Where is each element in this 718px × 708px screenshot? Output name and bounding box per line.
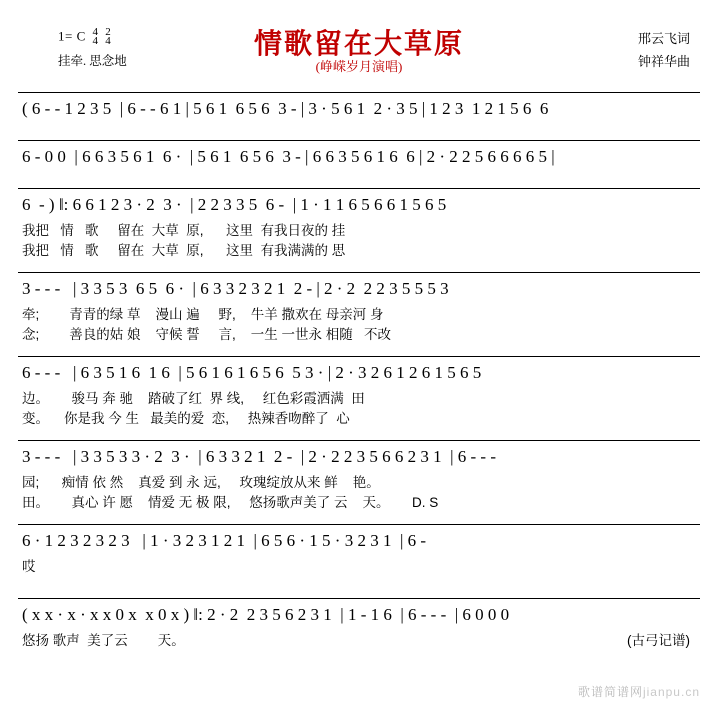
system-4-lyrics-verse1: 牵; 青青的绿 草 漫山 遍 野, 牛羊 撒欢在 母亲河 身 bbox=[22, 307, 384, 322]
staff-line bbox=[18, 524, 700, 525]
system-5-notes: 6 - - - | 6 3 5 1 6 1 6 | 5 6 1 6 1 6 5 6 5 3 · | 2 · 3 2 6 1 2 6 1 5 6 5 bbox=[22, 363, 482, 382]
system-3-lyrics-verse2: 我把 情 歌 留在 大草 原, 这里 有我满满的 思 bbox=[22, 243, 346, 258]
performer-subtitle: (峥嵘岁月演唱) bbox=[315, 59, 403, 74]
time-signature-1-numerator: 4 bbox=[92, 26, 99, 38]
staff-line bbox=[18, 440, 700, 441]
system-7-lyrics-verse1: 哎 bbox=[22, 559, 36, 574]
composer-credit: 钟祥华曲 bbox=[637, 54, 690, 69]
key-signature-text: 1= C bbox=[58, 28, 86, 44]
system-4-lyrics-verse2: 念; 善良的姑 娘 守候 誓 言, 一生 一世永 相随 不改 bbox=[22, 327, 392, 342]
system-6-lyrics-verse1: 园; 痴情 依 然 真爱 到 永 远, 玫瑰绽放从来 鲜 艳。 bbox=[22, 475, 380, 490]
system-8-lyrics-verse1: 悠扬 歌声 美了云 天。 bbox=[22, 633, 185, 648]
system-7-notes: 6 · 1 2 3 2 3 2 3 | 1 · 3 2 3 1 2 1 | 6 5 6 · 1 5 · 3 2 3 1 | 6 - bbox=[22, 531, 427, 550]
staff-line bbox=[18, 140, 700, 141]
watermark-text: 歌谱简谱网 bbox=[577, 685, 643, 699]
staff-line bbox=[18, 598, 700, 599]
staff-line bbox=[18, 188, 700, 189]
system-6-lyrics-verse2: 田。 真心 许 愿 情爱 无 极 限, 悠扬歌声美了 云 天。 D. S bbox=[22, 495, 439, 510]
staff-line bbox=[18, 92, 700, 93]
time-signature-1-denominator: 4 bbox=[92, 35, 99, 48]
system-3-notes: 6 - ) ‖: 6 6 1 2 3 · 2 3 · | 2 2 3 3 5 6 - | 1 · 1 1 6 5 6 6 1 5 6 5 bbox=[22, 195, 447, 214]
system-3-lyrics-verse1: 我把 情 歌 留在 大草 原, 这里 有我日夜的 挂 bbox=[22, 223, 346, 238]
staff-line bbox=[18, 272, 700, 273]
time-signature-2-numerator: 2 bbox=[105, 26, 112, 38]
system-4-notes: 3 - - - | 3 3 5 3 6 5 6 · | 6 3 3 2 3 2 1 2 - | 2 · 2 2 2 3 5 5 5 3 bbox=[22, 279, 449, 298]
system-6-notes: 3 - - - | 3 3 5 3 3 · 2 3 · | 6 3 3 2 1 2 - | 2 · 2 2 3 5 6 6 2 3 1 | 6 - - - bbox=[22, 447, 496, 466]
tempo-mood-marking: 挂牵. 思念地 bbox=[58, 54, 127, 68]
watermark-url: jianpu.cn bbox=[642, 685, 700, 699]
lyricist-credit: 邢云飞词 bbox=[637, 31, 690, 46]
time-signature-2-denominator: 4 bbox=[105, 35, 112, 48]
system-5-lyrics-verse1: 边。 骏马 奔 驰 踏破了红 界 线, 红色彩霞洒满 田 bbox=[22, 391, 365, 406]
system-8-notes: ( x x · x · x x 0 x x 0 x ) ‖: 2 · 2 2 3 5 6 2 3 1 | 1 - 1 6 | 6 - - - | 6 0 0 0 bbox=[22, 605, 510, 624]
transcriber-credit: (古弓记谱) bbox=[627, 633, 690, 648]
system-1-notes: ( 6 - - 1 2 3 5 | 6 - - 6 1 | 5 6 1 6 5 6 3 - | 3 · 5 6 1 2 · 3 5 | 1 2 3 1 2 1 5 6 6 bbox=[22, 99, 549, 118]
site-watermark bbox=[578, 683, 700, 700]
system-2-notes: 6 - 0 0 | 6 6 3 5 6 1 6 · | 5 6 1 6 5 6 3 - | 6 6 3 5 6 1 6 6 | 2 · 2 2 5 6 6 6 6 5 | bbox=[22, 147, 555, 166]
system-5-lyrics-verse2: 变。 你是我 今 生 最美的爱 恋, 热辣香吻醉了 心 bbox=[22, 411, 350, 426]
staff-line bbox=[18, 356, 700, 357]
page-title: 情歌留在大草原 bbox=[253, 29, 464, 60]
